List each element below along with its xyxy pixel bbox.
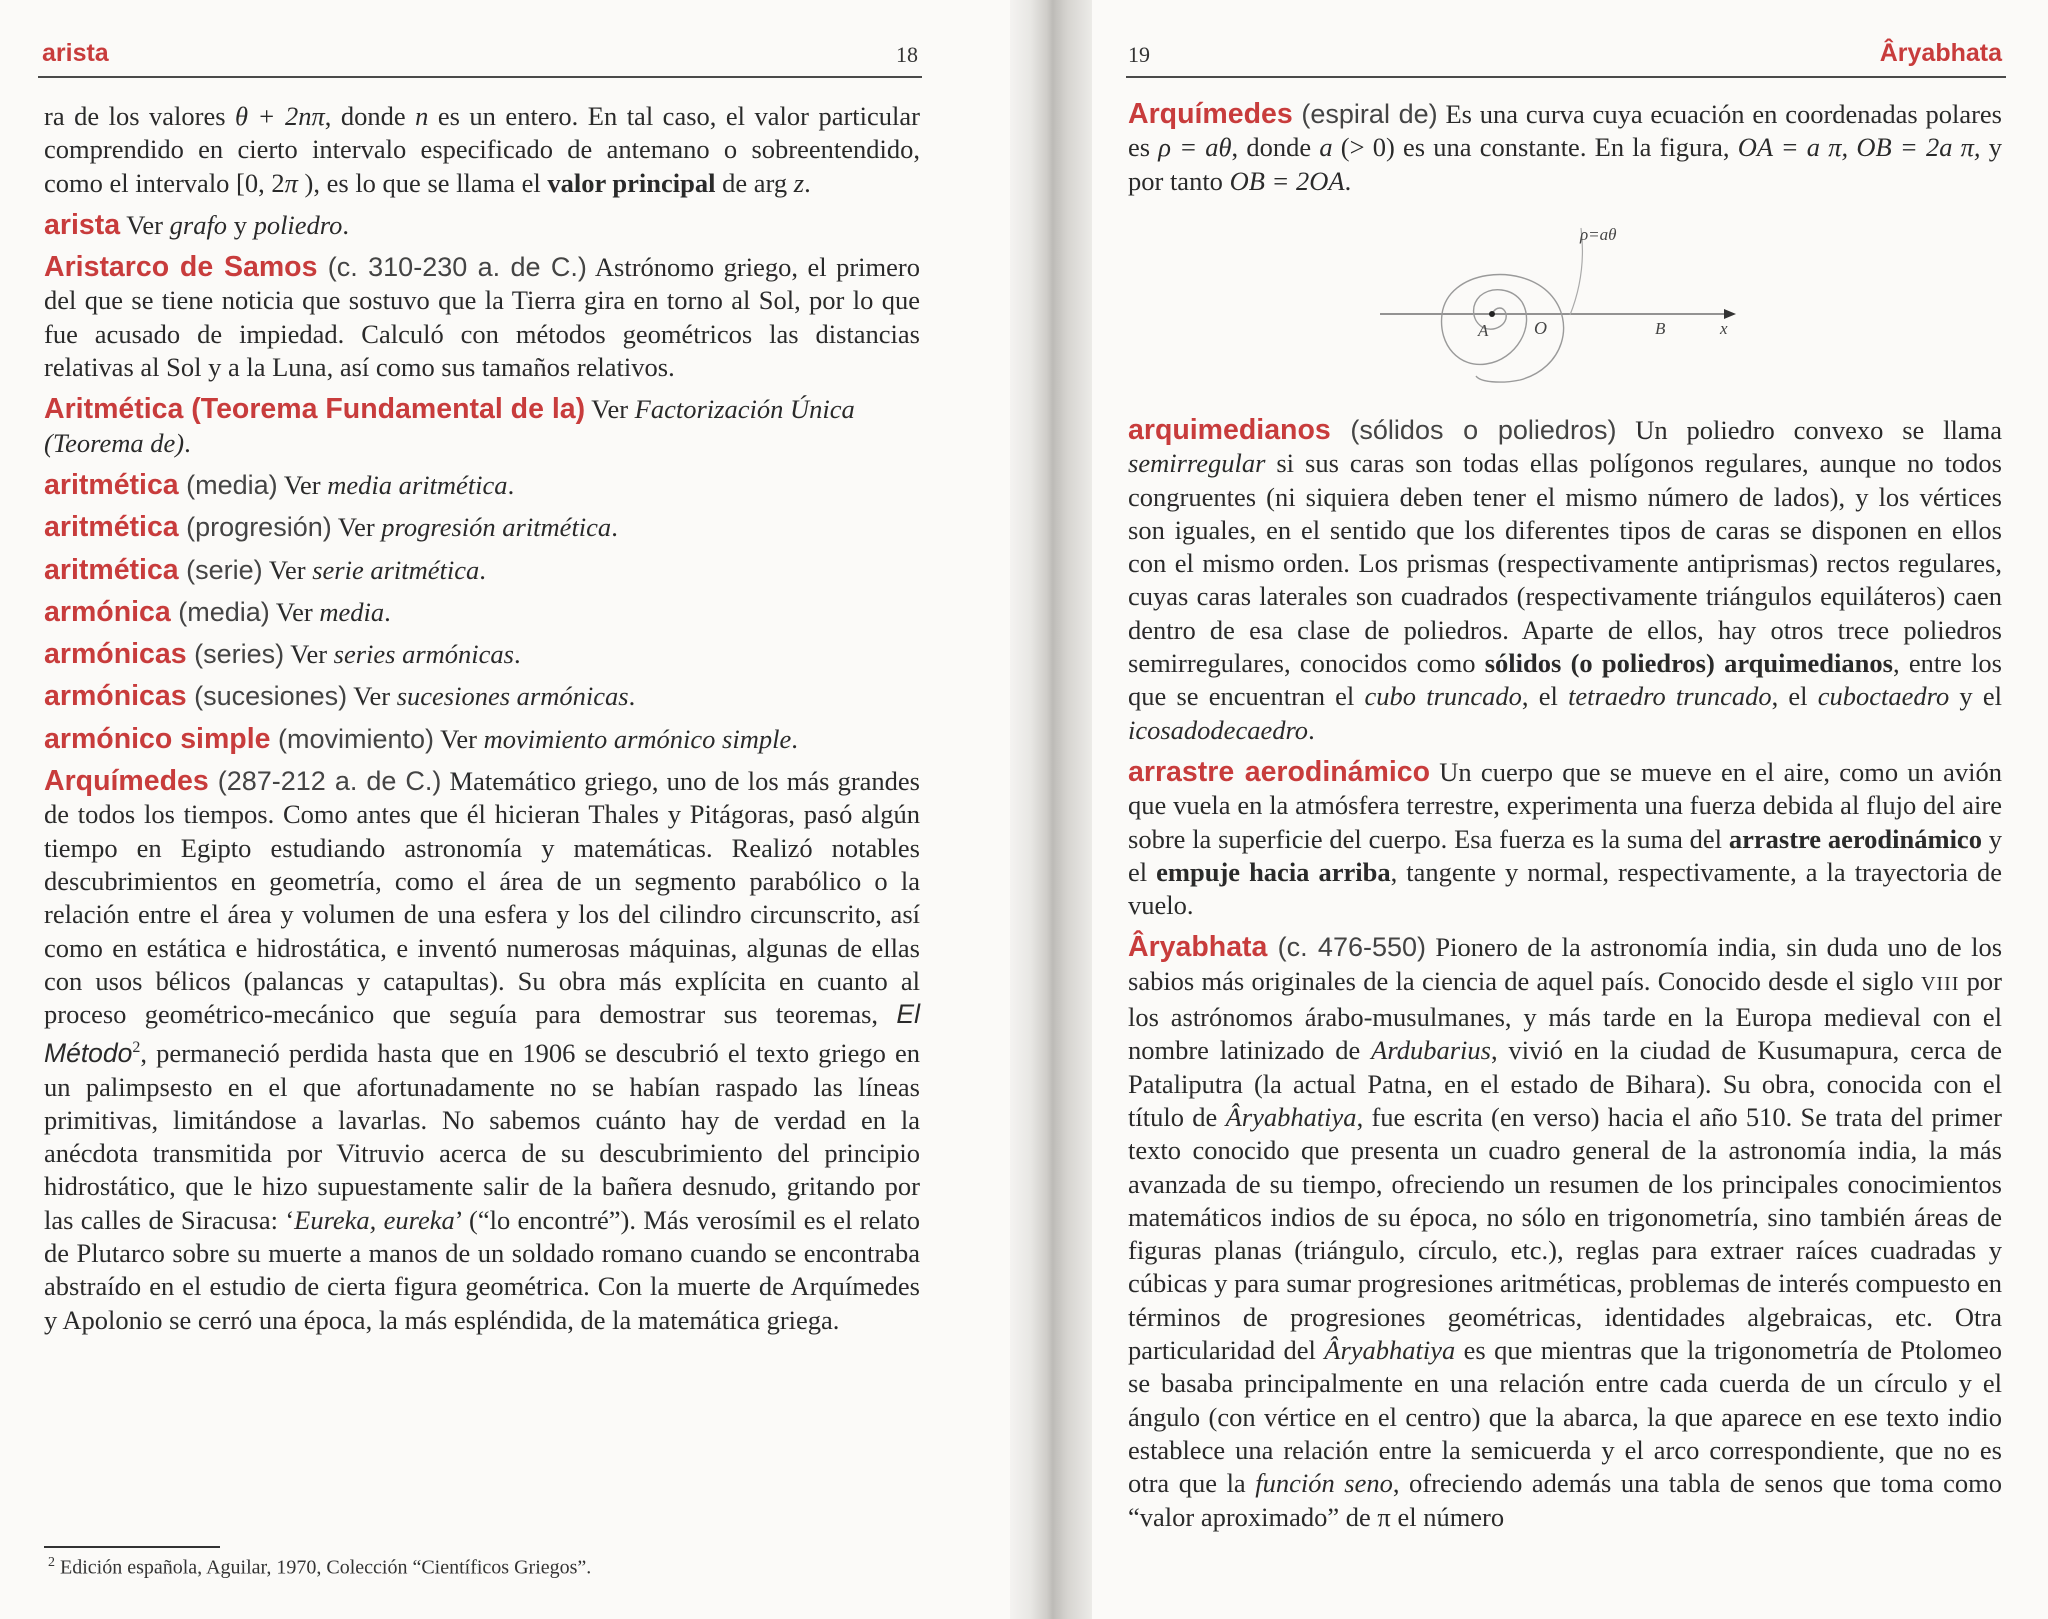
headword: Âryabhata: [1128, 931, 1268, 964]
entry-arista: arista Ver grafo y poliedro.: [44, 208, 350, 241]
footnote: $^2$ Edición española, Aguilar, 1970, Colección “Científicos Griegos”.: [48, 1555, 592, 1579]
headword: Aritmética (Teorema Fundamental de la): [44, 393, 586, 426]
entry-aristarco-de-samos: Aristarco de Samos (c. 310-230 a. de C.) Astrónomo griego, el primero del que se tiene noticia que sostuvo que la Tierra gira en torno al Sol, por lo que fue acusado de impiedad. Calculó con métodos geométricos las distancias relativas al Sol y a la Luna, así como sus tamaños relativos.: [44, 251, 920, 383]
book-gutter: [1010, 0, 1092, 1619]
headword: armónicas: [44, 680, 187, 713]
entry-arquimedes-espiral: Arquímedes (espiral de) Es una curva cuya ecuación en coordenadas polares es ρ = aθ, donde a (> 0) es una constante. En la figura, OA = a π, OB = 2a π, y por tanto OB = 2OA.: [1128, 98, 2002, 196]
right-column-bottom: [1128, 414, 2002, 1543]
right-column-top: [1128, 98, 2002, 207]
headword: Arquímedes: [1128, 98, 1293, 130]
equation-label: ρ=aθ: [1580, 225, 1617, 244]
headword: arista: [44, 208, 121, 241]
entry-aritmetica-progresion: aritmética (progresión) Ver progresión aritmética.: [44, 511, 618, 544]
headword: arrastre aerodinámico: [1128, 755, 1431, 788]
entry-armonico-simple: armónico simple (movimiento) Ver movimiento armónico simple.: [44, 722, 798, 755]
entry-armonicas-series: armónicas (series) Ver series armónicas.: [44, 638, 521, 671]
entry-aritmetica-media: aritmética (media) Ver media aritmética.: [44, 468, 515, 501]
entry-aryabhata: Âryabhata (c. 476-550) Pionero de la astronomía india, sin duda uno de los sabios más originales de la ciencia de aquel país. Conocido desde el siglo VIII por los astrónomos árabo-musulmanes, y más tarde en la Europa medieval con el nombre latinizado de Ardubarius, vivió en la ciudad de Kusumapura, cerca de Pataliputra (la actual Patna, en el estado de Bihara). Su obra, conocida con el título de Âryabhatiya, fue escrita (en verso) hacia el año 510. Se trata del primer texto conocido que presenta un cuadro general de la astronomía india, la más avanzada de su tiempo, ofreciendo un resumen de los principales conocimientos matemáticos indios de su época, no sólo en trigonometría, sino también áreas de figuras planas (triángulo, círculo, etc.), reglas para extraer raíces cuadradas y cúbicas y para sumar progresiones aritméticas, problemas de interés compuesto en términos de progresiones geométricas, identidades algebraicas, etc. Otra particularidad del Âryabhatiya es que mientras que la trigonometría de Ptolomeo se basaba principalmente en una relación entre cada cuerda de un círculo y el ángulo (con vértice en el centro) que la abarca, la que aparece en ese texto indio establece una relación entre la semicuerda y el arco correspondiente, que no es otra que la función seno, ofreciendo además una tabla de senos que toma como “valor aproximado” de π el número: [1128, 931, 2003, 1532]
origin-point: [1489, 311, 1495, 317]
headword: armónicas: [44, 638, 187, 671]
left-column: [44, 100, 920, 1346]
running-head: arista: [42, 39, 109, 67]
header-rule: [1126, 76, 2006, 78]
entry-arquimedes: Arquímedes (287-212 a. de C.) Matemático griego, uno de los más grandes de todos los tiempos. Como antes que él hicieran Thales y Pitágoras, pasó algún tiempo en Egipto estudiando astronomía y matemáticas. Realizó notables descubrimientos en geometría, como el área de un segmento parabólico o la relación entre el área y volumen de una esfera y los del cilindro circunscrito, así como en estática e hidrostática, e inventó numerosas máquinas, algunas de ellas con usos bélicos (palancas y catapultas). Su obra más explícita en cuanto al proceso geométrico-mecánico que seguía para demostrar sus teoremas, El Método$^2$, permaneció perdida hasta que en 1906 se descubrió el texto griego en un palimpsesto en el que afortunadamente no se habían raspado las líneas primitivas, limitándose a lavarlas. No sabemos cuánto hay de verdad en la anécdota transmitida por Vitruvio acerca de su descubrimiento del principio hidrostático, que le hizo supuestamente salir de la bañera desnudo, gritando por las calles de Siracusa: ‘Eureka, eureka’ (“lo encontré”). Más verosímil es el relato de Plutarco sobre su muerte a manos de un soldado romano cuando se encontraba abstraído en el estudio de cierta figura geométrica. Con la muerte de Arquímedes y Apolonio se cerró una época, la más espléndida, de la matemática griega.: [44, 765, 920, 1335]
right-page-header: [1128, 28, 2002, 68]
headword: aritmética: [44, 553, 179, 586]
entry-aritmetica-teorema: Aritmética (Teorema Fundamental de la) Ver Factorización Única (Teorema de).: [44, 393, 855, 458]
left-page-header: [42, 28, 918, 68]
x-axis-arrow: [1724, 309, 1736, 319]
footnote-reference: 2: [132, 1039, 141, 1057]
headword: aritmética: [44, 511, 179, 544]
continued-paragraph: ra de los valores θ + 2nπ, donde n es un entero. En tal caso, el valor particular comprendido en cierto intervalo especificado de antemano o sobreentendido, como el intervalo [0, 2π ), es lo que se llama el valor principal de arg z.: [44, 101, 920, 198]
header-rule: [38, 76, 922, 78]
entry-aritmetica-serie: aritmética (serie) Ver serie aritmética.: [44, 553, 486, 586]
label-x: x: [1720, 319, 1728, 338]
label-a: A: [1478, 321, 1489, 340]
entry-arquimedianos: arquimedianos (sólidos o poliedros) Un poliedro convexo se llama semirregular si sus caras son todas ellas polígonos regulares, aunque no todos congruentes (ni siquiera deben tener el mismo número de lados), y los vértices son iguales, en el sentido que los diferentes tipos de caras se disponen en ellos con el mismo orden. Los prismas (respectivamente antiprismas) rectos regulares, cuyas caras laterales son cuadrados (respectivamente triángulos equiláteros) caen dentro de esa clase de poliedros. Aparte de ellos, hay otros trece poliedros semirregulares, conocidos como sólidos (o poliedros) arquimedianos, entre los que se encuentran el cubo truncado, el tetraedro truncado, el cuboctaedro y el icosadodecaedro.: [1128, 414, 2003, 745]
entry-arrastre-aerodinamico: arrastre aerodinámico Un cuerpo que se mueve en el aire, como un avión que vuela en la atmósfera terrestre, experimenta una fuerza debida al flujo del aire sobre la superficie del cuerpo. Esa fuerza es la suma del arrastre aerodinámico y el empuje hacia arriba, tangente y normal, respectivamente, a la trayectoria de vuelo.: [1128, 755, 2003, 921]
headword: aritmética: [44, 468, 179, 501]
headword: arquimedianos: [1128, 414, 1331, 446]
label-b: B: [1655, 319, 1666, 338]
headword: Aristarco de Samos: [44, 251, 318, 284]
headword: Arquímedes: [44, 765, 209, 798]
page-number: 18: [896, 42, 918, 67]
label-o: O: [1534, 318, 1547, 338]
headword: armónico simple: [44, 722, 271, 755]
entry-armonicas-sucesiones: armónicas (sucesiones) Ver sucesiones armónicas.: [44, 680, 636, 713]
archimedes-spiral-figure: [1380, 210, 1760, 410]
running-head: Âryabhata: [1879, 39, 2002, 67]
entry-armonica-media: armónica (media) Ver media.: [44, 595, 391, 628]
headword: armónica: [44, 595, 171, 628]
footnote-rule: [44, 1546, 220, 1548]
page-number: 19: [1128, 42, 1150, 67]
